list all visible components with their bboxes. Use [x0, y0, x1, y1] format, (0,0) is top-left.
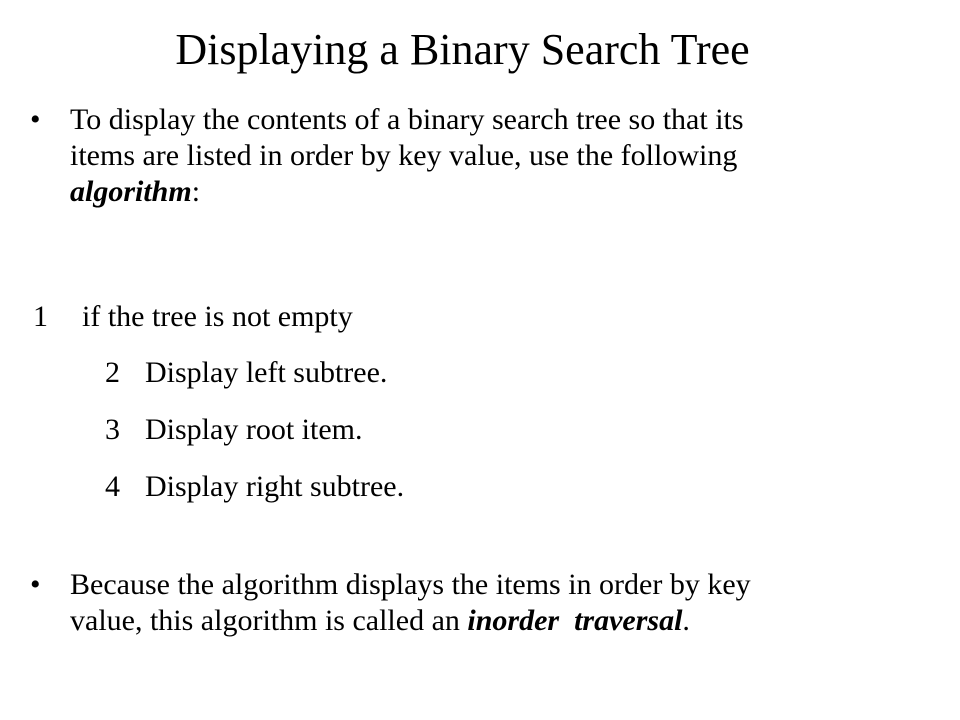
step-number: 1 [33, 300, 48, 333]
bullet-intro-line-1: To display the contents of a binary search tree so that its [70, 103, 744, 136]
bullet-marker: • [30, 103, 41, 136]
bullet-intro-line-3 [70, 174, 930, 210]
step-text: Display left subtree. [145, 356, 388, 389]
emphasis-spacer [559, 604, 574, 637]
bullet-conclusion-prefix: value, this algorithm is called an [70, 604, 468, 637]
bullet-intro-line-2: items are listed in order by key value, use the following [70, 139, 738, 172]
emphasis-traversal: traversal [574, 604, 683, 637]
step-text: Display right subtree. [145, 470, 405, 503]
bullet-conclusion-line-2 [70, 603, 930, 639]
algorithm-step-3 [105, 412, 362, 448]
step-text: if the tree is not empty [82, 300, 353, 333]
bullet-intro-colon: : [191, 175, 201, 208]
emphasis-inorder: inorder [467, 604, 560, 637]
step-number: 3 [105, 413, 120, 446]
algorithm-step-1 [33, 299, 353, 335]
bullet-conclusion-text [70, 567, 930, 639]
bullet-marker: • [30, 568, 41, 601]
step-number: 4 [105, 470, 120, 503]
algorithm-step-2 [105, 355, 387, 391]
emphasis-algorithm: algorithm [70, 175, 192, 208]
step-text: Display root item. [145, 413, 363, 446]
bullet-conclusion-line-1: Because the algorithm displays the items in order by key [70, 568, 751, 601]
algorithm-step-4 [105, 469, 404, 505]
bullet-intro-text [70, 102, 930, 210]
bullet-conclusion-period: . [682, 604, 690, 637]
slide-title: Displaying a Binary Search Tree [175, 25, 750, 74]
step-number: 2 [105, 356, 120, 389]
